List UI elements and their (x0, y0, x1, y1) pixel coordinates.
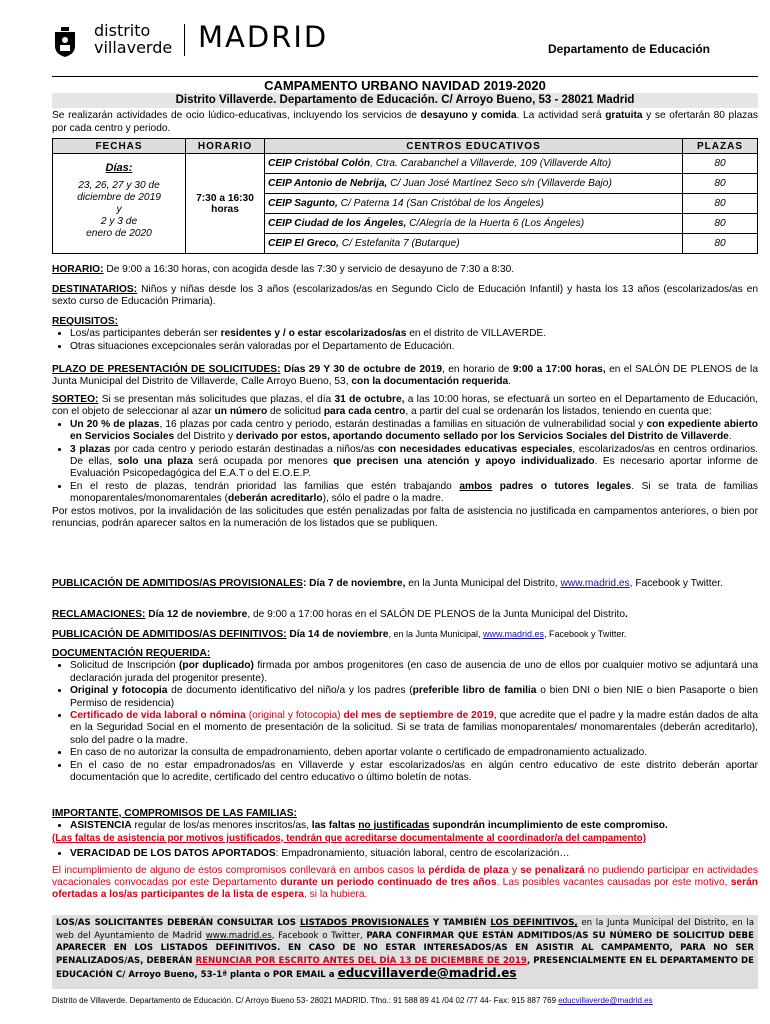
madrid-link[interactable]: www.madrid.es (560, 578, 630, 589)
page-subtitle: Distrito Villaverde. Departamento de Educación. C/ Arroyo Bueno, 53 - 28021 Madrid (52, 93, 758, 108)
department-header: Departamento de Educación (547, 42, 710, 56)
compromisos-section: IMPORTANTE, COMPROMISOS DE LAS FAMILIAS: • ASISTENCIA regular de los/as menores inscritos/as, las faltas no justificadas supondrán incumplimiento de este compromiso. (Las faltas de asistencia por motivos justificados, tendrán que acreditarse documentalmente al coordinador/a del campamento) • VERACIDAD DE LOS DATOS APORTADOS: Empadronamiento, situación laboral, centro de escolarización… El incumplimiento de alguno de estos compromisos conllevará en ambos casos la pérdida de plaza y se penalizará no pudiendo participar en actividades vacacionales convocadas por este Departamento durante un periodo continuado de tres años. Las posibles vacantes causadas por este motivo, serán ofertadas a los/as participantes de la lista de espera, si la hubiera. (52, 808, 758, 902)
page-title: CAMPAMENTO URBANO NAVIDAD 2019-2020 (264, 78, 546, 93)
header (48, 22, 738, 66)
footer-email-link[interactable]: educvillaverde@madrid.es (558, 996, 653, 1005)
header-fechas: FECHAS (53, 139, 186, 154)
plazas-cell: 80 (683, 174, 758, 194)
footer: Distrito de Villaverde. Departamento de Educación. C/ Arroyo Bueno 53- 28021 MADRID. Tfno.: 91 588 89 41 /04 02 /77 44- Fax: 915 887 769 educvillaverde@madrid.es (52, 996, 653, 1005)
list-item: • 3 plazas por cada centro y periodo estarán destinadas a niños/as con necesidades educativas especiales, escolarizados/as en centros ordinarios. De ellas, solo una plaza será ocupada por menores que precisen una atención y apoyo individualizado. Es necesario aportar informe de Evaluación Psicopedagógica del E.A.T o del E.O.E.P. (70, 444, 758, 481)
list-item: • VERACIDAD DE LOS DATOS APORTADOS: Empadronamiento, situación laboral, centro de escolarización… (70, 848, 758, 860)
center-cell: CEIP El Greco, C/ Estefanita 7 (Butarque) (265, 234, 683, 254)
list-item: • ASISTENCIA regular de los/as menores inscritos/as, las faltas no justificadas supondrán incumplimiento de este compromiso. (70, 820, 758, 832)
header-plazas: PLAZAS (683, 139, 758, 154)
list-item: • En caso de no autorizar la consulta de empadronamiento, deben aportar volante o certificado de empadronamiento actualizado. (70, 747, 758, 759)
logo-madrid: MADRID (198, 20, 329, 54)
dates-cell: Días: 23, 26, 27 y 30 de diciembre de 2019 y 2 y 3 de enero de 2020 (53, 154, 186, 254)
horario-section: HORARIO: De 9:00 a 16:30 horas, con acogida desde las 7:30 y servicio de desayuno de 7:30 a 8:30. (52, 264, 515, 275)
center-cell: CEIP Ciudad de los Ángeles, C/Alegría de la Huerta 6 (Los Ángeles) (265, 214, 683, 234)
center-cell: CEIP Cristóbal Colón, Ctra. Carabanchel a Villaverde, 109 (Villaverde Alto) (265, 154, 683, 174)
logo-distrito: distrito villaverde (94, 21, 173, 57)
madrid-link[interactable]: www.madrid.es (205, 930, 272, 941)
list-item: • Los/as participantes deberán ser residentes y / o estar escolarizados/as en el distrito de VILLAVERDE. (70, 328, 758, 340)
list-item: • Un 20 % de plazas, 16 plazas por cada centro y periodo, estarán destinadas a familias en situación de vulnerabilidad social y con expediente abierto en Servicios Sociales del Distrito y derivado por estos, aportando documento sellado por los Servicios Sociales del Distrito de Villaverde. (70, 419, 758, 444)
header-centros: CENTROS EDUCATIVOS (265, 139, 683, 154)
list-item: • Solicitud de Inscripción (por duplicado) firmada por ambos progenitores (en caso de ausencia de uno de ellos por cualquier motivo se adjuntará una declaración jurada del progenitor presente). (70, 660, 758, 685)
centers-table (52, 138, 758, 254)
list-item: • Certificado de vida laboral o nómina (original y fotocopia) del mes de septiembre de 2019, que acredite que el padre y la madre están dados de alta en la Seguridad Social en el momento de presentación de la solicitud. Si se trata de familias monoparentales/ monomarentales (deberán acreditarlo), solo del padre o la madre. (70, 710, 758, 747)
destinatarios-section: DESTINATARIOS: Niños y niñas desde los 3 años (escolarizados/as en Segundo Ciclo de Educación Infantil) y hasta los 13 años (escolarizados/as en sexto curso de Educación Primaria). (52, 284, 758, 308)
intro-paragraph: Se realizarán actividades de ocio lúdico-educativas, incluyendo los servicios de desayuno y comida. La actividad será gratuita y se ofertarán 80 plazas por cada centro y periodo. (52, 110, 758, 134)
provisionales-section: PUBLICACIÓN DE ADMITIDOS/AS PROVISIONALES: Día 7 de noviembre, en la Junta Municipal del Distrito, www.madrid.es, Facebook y Twitter. (52, 578, 723, 589)
schedule-cell: 7:30 a 16:30 horas (186, 154, 265, 254)
list-item: • En el resto de plazas, tendrán prioridad las familias que estén trabajando ambos padres o tutores legales. Si se trata de familias monoparentales/monomarentales (deberán acreditarlo), sólo el padre o la madre. (70, 481, 758, 506)
madrid-link[interactable]: www.madrid.es (483, 629, 545, 639)
table-row (53, 154, 758, 174)
sorteo-section: SORTEO: Si se presentan más solicitudes que plazas, el día 31 de octubre, a las 10:00 horas, se efectuará un sorteo en el Departamento de Educación, con el objeto de seleccionar al azar un número de solicitud para cada centro, a partir del cual se ordenarán los listados, teniendo en cuenta que: • Un 20 % de plazas, 16 plazas por cada centro y periodo, estarán destinadas a familias en situación de vulnerabilidad social y con expediente abierto en Servicios Sociales del Distrito y derivado por estos, aportando documento sellado por los Servicios Sociales del Distrito de Villaverde. • 3 plazas por cada centro y periodo estarán destinadas a niños/as con necesidades educativas especiales, escolarizados/as en centros ordinarios. De ellas, solo una plaza será ocupada por menores que precisen una atención y apoyo individualizado. Es necesario aportar informe de Evaluación Psicopedagógica del E.A.T o del E.O.E.P. • En el resto de plazas, tendrán prioridad las familias que estén trabajando ambos padres o tutores legales. Si se trata de familias monoparentales/monomarentales (deberán acreditarlo), sólo el padre o la madre. Por estos motivos, por la invalidación de las solicitudes que estén penalizadas por falta de asistencia no justificada en campamentos anteriores, o bien por renuncias, podrán aparecer saltos en la numeración de los listados que se publiquen. (52, 394, 758, 530)
list-item: • Otras situaciones excepcionales serán valoradas por el Departamento de Educación. (70, 341, 758, 353)
reclamaciones-section: RECLAMACIONES: Día 12 de noviembre, de 9:00 a 17:00 horas en el SALÓN DE PLENOS de la Junta Municipal del Distrito. (52, 609, 628, 620)
plazas-cell: 80 (683, 214, 758, 234)
notice-box: LOS/AS SOLICITANTES DEBERÁN CONSULTAR LOS LISTADOS PROVISIONALES Y TAMBIÉN LOS DEFINITIVOS, en la Junta Municipal del Distrito, en la web del Ayuntamiento de Madrid www.madrid.es, Facebook o Twitter, PARA CONFIRMAR QUE ESTÁN ADMITIDOS/AS SU NÚMERO DE SOLICITUD DEBE APARECER EN LOS LISTADOS DEFINITIVOS. EN CASO DE NO ESTAR INTERESADOS/AS EN ASISTIR AL CAMPAMENTO, PARA NO SER PENALIZADOS/AS, DEBERÁN RENUNCIAR POR ESCRITO ANTES DEL DÍA 13 DE DICIEMBRE DE 2019, PRESENCIALMENTE EN EL DEPARTAMENTO DE EDUCACIÓN C/ Arroyo Bueno, 53-1ª planta o POR EMAIL a educvillaverde@madrid.es (52, 915, 758, 989)
documentacion-section: DOCUMENTACIÓN REQUERIDA: • Solicitud de Inscripción (por duplicado) firmada por ambos progenitores (en caso de ausencia de uno de ellos por cualquier motivo se adjuntará una declaración jurada del progenitor presente). • Original y fotocopia de documento identificativo del niño/a y los padres (preferible libro de familia o bien DNI o bien NIE o bien Pasaporte o bien Permiso de residencia) • Certificado de vida laboral o nómina (original y fotocopia) del mes de septiembre de 2019, que acredite que el padre y la madre están dados de alta en la Seguridad Social en el momento de presentación de la solicitud. Si se trata de familias monoparentales/ monomarentales (deberán acreditarlo), solo del padre o la madre. • En caso de no autorizar la consulta de empadronamiento, deben aportar volante o certificado de empadronamiento actualizado. • En el caso de no estar empadronados/as en Villaverde y estar escolarizados/as en algún centro educativo de este distrito deberán aportar documentación que lo acredite, certificado del centro educativo o último boletín de notas. (52, 648, 758, 784)
table-header-row (53, 139, 758, 154)
plazo-section: PLAZO DE PRESENTACIÓN DE SOLICITUDES: Días 29 Y 30 de octubre de 2019, en horario de 9:00 a 17:00 horas, en el SALÓN DE PLENOS de la Junta Municipal del Distrito de Villaverde, Calle Arroyo Bueno, 53, con la documentación requerida. (52, 364, 758, 388)
logo-separator (184, 24, 185, 56)
header-rule (52, 76, 758, 77)
plazas-cell: 80 (683, 154, 758, 174)
center-cell: CEIP Antonio de Nebrija, C/ Juan José Martínez Seco s/n (Villaverde Bajo) (265, 174, 683, 194)
list-item: • En el caso de no estar empadronados/as en Villaverde y estar escolarizados/as en algún centro educativo de este distrito deberán aportar documentación que lo acredite, certificado del centro educativo o último boletín de notas. (70, 760, 758, 785)
list-item: • Original y fotocopia de documento identificativo del niño/a y los padres (preferible libro de familia o bien DNI o bien NIE o bien Pasaporte o bien Permiso de residencia) (70, 685, 758, 710)
plazas-cell: 80 (683, 234, 758, 254)
header-horario: HORARIO (186, 139, 265, 154)
requisitos-section: REQUISITOS: • Los/as participantes deberán ser residentes y / o estar escolarizados/as en el distrito de VILLAVERDE. • Otras situaciones excepcionales serán valoradas por el Departamento de Educación. (52, 316, 758, 353)
definitivos-section: PUBLICACIÓN DE ADMITIDOS/AS DEFINITIVOS: Día 14 de noviembre, en la Junta Municipal, www.madrid.es, Facebook y Twitter. (52, 629, 627, 640)
plazas-cell: 80 (683, 194, 758, 214)
center-cell: CEIP Sagunto, C/ Paterna 14 (San Cristóbal de los Ángeles) (265, 194, 683, 214)
madrid-crest-icon (52, 26, 78, 58)
email-link[interactable]: educvillaverde@madrid.es (337, 966, 517, 980)
